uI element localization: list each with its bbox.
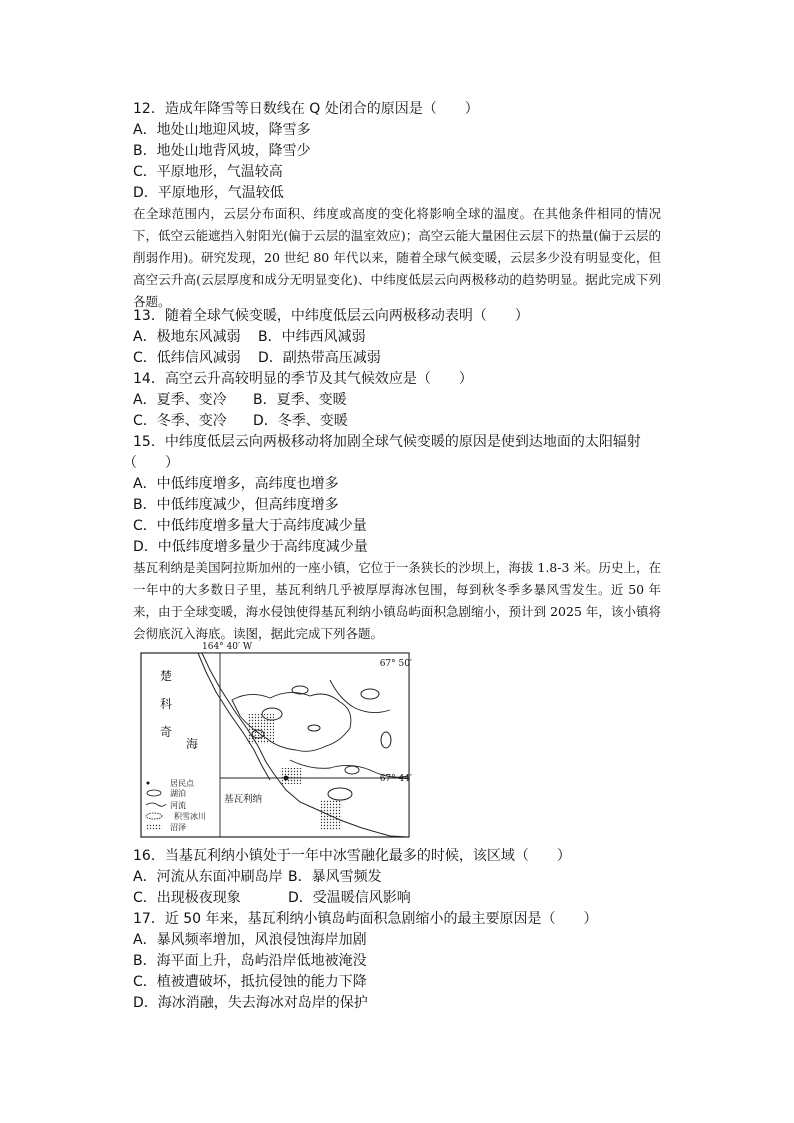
q15-stem: 15．中纬度低层云向两极移动将加剧全球气候变暖的原因是使到达地面的太阳辐射	[133, 434, 641, 450]
swamp-area-3	[320, 800, 342, 830]
swamp-area-1	[248, 714, 274, 744]
town-marker	[284, 776, 289, 781]
q16-stem: 16．当基瓦利纳小镇处于一年中冰雪融化最多的时候，该区域（ ）	[133, 848, 571, 864]
q17-option-c: C．植被遭破坏，抵抗侵蚀的能力下降	[133, 974, 367, 990]
legend-swamp-icon	[146, 824, 162, 830]
legend-lake: 湖泊	[170, 789, 186, 798]
q13-option-c: C．低纬信风减弱	[133, 350, 241, 366]
q15-option-d: D．中低纬度增多量少于高纬度减少量	[133, 539, 368, 555]
passage-clouds: 在全球范围内，云层分布面积、纬度或高度的变化将影响全球的温度。在其他条件相同的情况下，低空云能遮挡入射阳光(偏于云层的温室效应)；高空云能大量困住云层下的热量(偏于云层的削弱作用)。研究发现，20 世纪 80 年代以来，随着全球气候变暖，云层多少没有明显变化，但高空云升高(云层厚度和成分无明显变化)、中纬度低层云向两极移动的趋势明显。据此完成下列各题。	[133, 206, 661, 309]
legend-settlement-icon	[147, 782, 150, 785]
q16-option-a: A．河流从东面冲刷岛岸	[133, 869, 283, 885]
q15-option-c: C．中低纬度增多量大于高纬度减少量	[133, 518, 367, 534]
sea-char-2: 科	[160, 697, 173, 711]
q14-option-c: C．冬季、变冷	[133, 413, 227, 429]
q12-option-b: B．地处山地背风坡，降雪少	[133, 143, 311, 159]
sea-char-4: 海	[186, 737, 199, 751]
q17-option-a: A．暴风频率增加，风浪侵蚀海岸加剧	[133, 932, 367, 948]
legend-swamp: 沼泽	[170, 823, 186, 832]
lon-label: 164° 40′ W	[202, 642, 253, 652]
q13-option-a: A．极地东风减弱	[133, 329, 241, 345]
q12-stem: 12．造成年降雪等日数线在 Q 处闭合的原因是（ ）	[133, 101, 479, 117]
q12-option-a: A．地处山地迎风坡，降雪多	[133, 122, 311, 138]
lat-mid-label: 67° 44′	[379, 774, 412, 784]
q14-stem: 14．高空云升高较明显的季节及其气候效应是（ ）	[133, 371, 473, 387]
legend-glacier: 积雪冰川	[174, 812, 206, 821]
swamp-area-2	[280, 768, 302, 784]
q12-option-c: C．平原地形，气温较高	[133, 164, 283, 180]
q14-option-d: D．冬季、变暖	[253, 413, 348, 429]
q15-option-a: A．中低纬度增多，高纬度也增多	[133, 476, 339, 492]
q16-option-c: C．出现极夜现象	[133, 890, 241, 906]
q15-stem-bracket: （ ）	[123, 455, 179, 471]
q13-option-d: D．副热带高压减弱	[258, 350, 381, 366]
q16-option-b: B．暴风雪频发	[288, 869, 382, 885]
q13-option-b: B．中纬西风减弱	[258, 329, 366, 345]
q13-stem: 13．随着全球气候变暖，中纬度低层云向两极移动表明（ ）	[133, 308, 529, 324]
q17-stem: 17．近 50 年来，基瓦利纳小镇岛屿面积急剧缩小的最主要原因是（ ）	[133, 911, 598, 927]
q17-option-d: D．海冰消融，失去海冰对岛岸的保护	[133, 995, 368, 1011]
q17-option-b: B．海平面上升，岛屿沿岸低地被淹没	[133, 953, 367, 969]
lat-top-label: 67° 50′	[379, 659, 412, 669]
legend-settlement: 居民点	[170, 779, 194, 788]
q14-option-b: B．夏季、变暖	[253, 392, 347, 408]
q16-option-d: D．受温暖信风影响	[288, 890, 411, 906]
q14-option-a: A．夏季、变冷	[133, 392, 227, 408]
sea-char-1: 楚	[160, 669, 173, 683]
town-label: 基瓦利纳	[224, 794, 263, 805]
kivalina-map	[140, 642, 412, 838]
q15-option-b: B．中低纬度减少，但高纬度增多	[133, 497, 339, 513]
sea-char-3: 奇	[160, 725, 173, 739]
q12-option-d: D．平原地形，气温较低	[133, 185, 284, 201]
legend-river: 河流	[170, 801, 186, 810]
passage-kivalina: 基瓦利纳是美国阿拉斯加州的一座小镇，它位于一条狭长的沙坝上，海拔 1.8-3 米。历史上，在一年中的大多数日子里，基瓦利纳几乎被厚厚海冰包围，每到秋冬季多暴风雪发生。近 50 年来，由于全球变暖，海水侵蚀使得基瓦利纳小镇岛屿面积急剧缩小，预计到 2025 年，该小镇将会彻底沉入海底。读图，据此完成下列各题。	[133, 560, 661, 641]
